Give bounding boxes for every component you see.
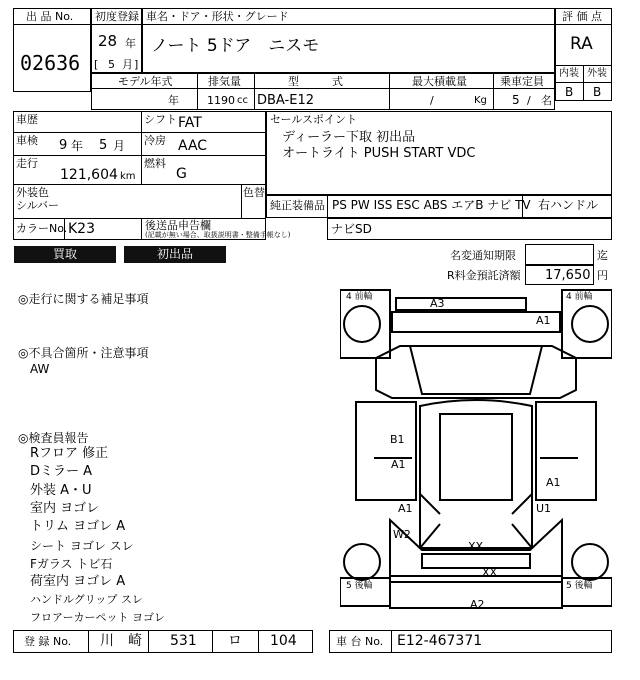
shift: FAT [178,115,202,131]
color-number-label: カラーNo. [16,222,68,235]
tyre-rear-left [344,544,380,580]
defect-item: AW [30,362,50,376]
damage-mark: A1 [536,314,551,327]
driving-notes-label: ◎走行に関する補足事項 [18,292,149,306]
inspector-line: 荷室内 ヨゴレ A [30,574,126,589]
inspector-line: Fガラス トビ石 [30,557,113,571]
later-parts-note: (記載が無い場合、取扱説明書・整備手帳なし) [145,231,291,239]
sales-point-line: オートライト PUSH START VDC [282,146,476,161]
inspector-line: フロアーカーペット ヨゴレ [30,611,165,624]
capacity-slash: / [527,94,531,107]
damage-mark: A1 [398,502,413,515]
inspector-line: トリム ヨゴレ A [30,519,126,534]
lot-number-label: 出 品 No. [26,10,74,23]
inspector-line: シート ヨゴレ スレ [30,539,134,553]
exterior-label: 外装 [587,68,607,79]
front-bumper [396,298,526,310]
car-damage-diagram [340,288,612,624]
hood-outline [376,346,576,398]
body-right [536,402,596,500]
recycle-fee: 17,650 [545,268,591,283]
inspection-label: 車検 [16,134,38,147]
car-name: ノート 5ドア ニスモ [151,36,320,56]
tyre-label-front-left: 4 前輪 [346,292,373,302]
tyre-front-left [344,306,380,342]
defects-label: ◎不具合箇所・注意事項 [18,346,149,360]
fuel-label: 燃料 [144,157,166,170]
transfer-deadline-unit: 迄 [597,249,608,262]
auction-score: RA [570,34,593,54]
exterior-color: シルバー [16,199,59,212]
inspection-year: 9 [59,138,68,153]
displacement-unit: cc [237,95,248,106]
year-unit: 年 [125,37,136,50]
registration-city: 川 崎 [100,633,142,649]
later-parts: ナビSD [331,222,372,236]
damage-mark: A3 [430,297,445,310]
tyre-label-rear-left: 5 後輪 [346,581,373,591]
capacity: 5 [512,93,520,107]
tyre-rear-right [572,544,608,580]
inspector-line: Rフロア 修正 [30,446,109,461]
color-change-label: 色替 [243,186,265,199]
damage-mark: XX [468,540,484,553]
color-number: K23 [68,221,95,237]
inspector-line: 外装 A・U [30,483,92,498]
purchase-badge: 買取 [14,246,116,263]
damage-mark: A2 [470,598,485,611]
interior-label: 内装 [559,68,579,79]
inspector-line: ハンドルグリップ スレ [30,593,143,606]
registration-number-label: 登 録 No. [24,635,72,648]
damage-mark: U1 [536,502,552,515]
displacement-label: 排気量 [208,75,241,88]
equipment: PS PW ISS ESC ABS エアB ナビ TV [332,198,531,212]
sales-point-line: ディーラー下取 初出品 [282,130,416,145]
damage-mark: XX [482,566,498,579]
lot-number: 02636 [20,51,81,75]
model-type: DBA-E12 [257,93,314,108]
sales-point-label: セールスポイント [270,113,358,126]
steering: 右ハンドル [538,198,599,212]
inspection-year-unit: 年 [71,139,84,153]
month-unit: 月 [122,58,133,71]
inspection-month-unit: 月 [113,139,126,153]
air-conditioning: AAC [178,138,208,154]
damage-mark: B1 [390,433,405,446]
exterior-color-label: 外装色 [16,186,49,199]
model-year-unit: 年 [168,94,179,107]
fuel: G [176,166,187,182]
inspector-line: Dミラー A [30,464,93,479]
max-load-slash: / [430,94,434,107]
registration-month: 5 [108,58,115,71]
inspection-month: 5 [99,138,108,153]
inspector-line: 室内 ヨゴレ [30,501,100,516]
displacement: 1190 [207,94,235,107]
recycle-fee-unit: 円 [597,269,608,282]
model-year-label: モデル年式 [118,75,173,88]
transfer-deadline-field [525,244,594,265]
mileage-unit: km [120,171,136,182]
recycle-fee-label: R料金預託済額 [447,269,521,282]
registration-number: 104 [270,633,297,649]
first-listing-badge: 初出品 [124,246,226,263]
later-parts-label: 後送品申告欄 [145,219,211,232]
tyre-front-right [572,306,608,342]
car-name-label: 車名・ドア・形状・グレード [146,10,289,23]
capacity-label: 乗車定員 [500,75,544,88]
damage-mark: W2 [393,528,411,541]
interior-grade: B [565,85,574,99]
history-label: 車歴 [16,113,38,126]
score-label: 評 価 点 [562,10,602,23]
chassis-number: E12-467371 [397,633,483,649]
inspector-report-label: ◎検査員報告 [18,431,89,445]
damage-mark: A1 [391,458,406,471]
mileage: 121,604 [60,167,118,183]
first-registration-label: 初度登録 [95,10,139,23]
tyre-label-rear-right: 5 後輪 [566,581,593,591]
type-label: 型 式 [288,75,343,88]
ac-label: 冷房 [144,134,166,147]
chassis-number-label: 車 台 No. [336,635,384,648]
mileage-label: 走行 [16,157,38,170]
month-bracket-close: ] [134,58,139,71]
equipment-label: 純正装備品 [270,199,325,212]
capacity-unit: 名 [541,94,552,107]
cabin-outline [420,400,532,548]
registration-kana: ロ [228,633,242,649]
body-left [356,402,416,500]
max-load-unit: Kg [474,95,487,106]
specs-box [13,111,266,240]
month-bracket-open: [ [94,58,99,71]
tyre-label-front-right: 4 前輪 [566,292,593,302]
damage-mark: A1 [546,476,561,489]
registration-year: 28 [98,32,118,50]
exterior-grade: B [593,85,602,99]
transfer-deadline-label: 名変通知期限 [450,249,516,262]
registration-class: 531 [170,633,197,649]
shift-label: シフト [144,113,177,126]
max-load-label: 最大積載量 [412,75,467,88]
